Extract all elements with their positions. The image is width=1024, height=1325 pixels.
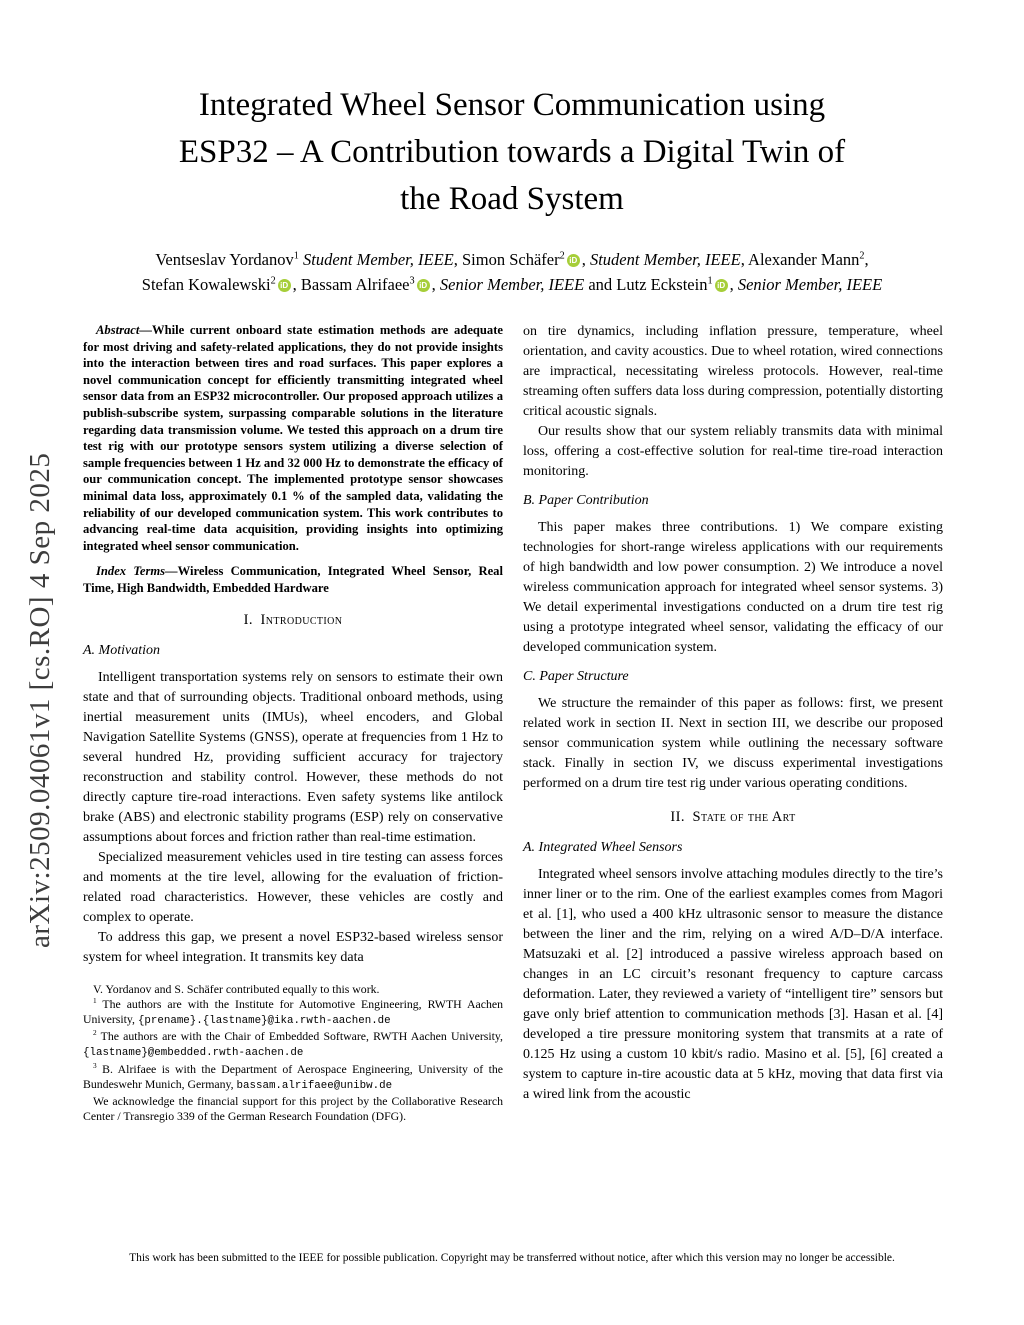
orcid-icon[interactable]: iD — [278, 279, 291, 292]
superscript-affiliation-mark: 2 — [859, 250, 865, 262]
text-segment: We acknowledge the financial support for this project by the Collaborative Research Center / Transregio 339 of the German Research Foundation (DFG). — [83, 1093, 503, 1124]
title-line: Integrated Wheel Sensor Communication using — [198, 87, 826, 123]
text-segment: Senior Member, IEEE — [737, 275, 883, 294]
footnote — [83, 997, 503, 1029]
arxiv-watermark: arXiv:2509.04061v1 [cs.RO] 4 Sep 2025 — [24, 452, 56, 948]
abstract: Abstract—While current onboard state estimation methods are adequate for most driving and safety-related applications, they do not provide insights into the interaction between tires and road surfaces. This paper explores a novel communication concept for efficiently transmitting integrated wheel sensor data from an ESP32 microcontroller. Our proposed approach utilizes a publish-subscribe system, surpassing comparable solutions in the literature regarding data transmission volume. We tested this approach on a drum tire test rig with our prototype sensors system utilizing a diverse selection of sample frequencies between 1 Hz and 32 000 Hz to demonstrate the efficacy of our communication concept. The implemented prototype sensor showcases minimal data loss, approximately 0.1 % of the sampled data, validating the reliability of our developed communication system. This work contributes to advancing real-time data acquisition, providing insights into optimizing integrated wheel sensor communication. — [83, 323, 503, 553]
text-segment: Ventseslav Yordanov — [155, 250, 294, 269]
footnote — [83, 1094, 503, 1124]
title-line: ESP32 – A Contribution towards a Digital Twin of — [178, 134, 846, 170]
text-segment: and Lutz Eckstein — [584, 275, 708, 294]
author-line — [52, 247, 972, 272]
orcid-icon[interactable]: iD — [417, 279, 430, 292]
footnotes — [83, 982, 503, 1125]
subsection-heading: B. Paper Contribution — [523, 493, 649, 508]
paragraph: Our results show that our system reliably transmits data with minimal loss, offering a cost-effective solution for real-time tire-road interaction monitoring. — [523, 424, 943, 479]
text-segment: B. Alrifaee is with the Department of Aerospace Engineering, University of the Bundeswehr Munich, Germany, — [83, 1061, 503, 1091]
text-segment: , — [729, 275, 738, 294]
text-segment: Senior Member, IEEE — [439, 275, 585, 294]
paragraph: on tire dynamics, including inflation pressure, temperature, wheel orientation, and cavity acoustics. Due to wheel rotation, wired connections are impractical, necessitating wireless protocols. However, real-time streaming often suffers data loss during compression, potentially distorting critical acoustic signals. — [523, 324, 943, 419]
superscript-affiliation-mark: 3 — [93, 1060, 97, 1070]
author-line — [52, 272, 972, 297]
footnote — [83, 1029, 503, 1061]
subsection-heading: C. Paper Structure — [523, 669, 629, 684]
text-segment: V. Yordanov and S. Schäfer contributed equally to this work. — [93, 981, 380, 996]
subsection-heading: A. Integrated Wheel Sensors — [523, 840, 683, 855]
body-columns — [83, 322, 943, 1124]
footnote — [83, 1062, 503, 1094]
text-segment: Student Member, IEEE — [589, 250, 741, 269]
footer-notice: This work has been submitted to the IEEE for possible publication. Copyright may be transferred without notice, after which this version may no longer be accessible. — [129, 1252, 895, 1264]
authors-block — [52, 247, 972, 297]
text-segment: , Alexander Mann — [740, 250, 860, 269]
text-segment: Stefan Kowalewski — [141, 275, 271, 294]
email-address: {prename}.{lastname}@ika.rwth-aachen.de — [137, 1014, 391, 1027]
paragraph: This paper makes three contributions. 1) We compare existing technologies for short-range wireless applications with our requirements of high bandwidth and low power consumption. 2) We introduce a novel wireless communication approach for integrated wheel sensor systems. 3) We detail experimental investigations conducted on a drum tire test rig using a prototype integrated wheel sensor, validating the efficacy of our developed communication system. — [523, 520, 943, 655]
orcid-icon[interactable]: iD — [567, 254, 580, 267]
text-segment: Student Member, IEEE — [303, 250, 454, 269]
paragraph: Integrated wheel sensors involve attaching modules directly to the tire’s inner liner or to the rim. One of the earliest examples comes from Magori et al. [1], who used a 400 kHz ultrasonic sensor to measure the distance between the liner and the rim, relying on a wired A/D–D/A interface. Matsuzaki et al. [2] introduced a passive wireless approach based on changes in an LC circuit’s resonant frequency to capture carcass deformation. Later, they reviewed a variety of “intelligent tire” sensors but gave only brief attention to communication methods [3]. Hasan et al. [4] developed a tire pressure monitoring system that transmits at a rate of 0.125 Hz using a custom 10 kbit/s radio. Masino et al. [5], [6] created a system to capture in-tire acoustic data at 5 kHz, moving that data first via a wired link from the acoustic — [523, 867, 943, 1102]
superscript-affiliation-mark: 2 — [93, 1028, 97, 1038]
column-left — [83, 322, 503, 1124]
superscript-affiliation-mark: 3 — [409, 275, 415, 287]
paper-title — [92, 82, 932, 223]
paragraph: To address this gap, we present a novel ESP32-based wireless sensor system for wheel integration. It transmits key data — [83, 929, 503, 965]
column-right — [523, 322, 943, 1124]
text-segment: , — [431, 275, 440, 294]
section-heading: II. State of the Art — [670, 809, 796, 825]
orcid-icon[interactable]: iD — [715, 279, 728, 292]
text-segment: The authors are with the Institute for Automotive Engineering, RWTH Aachen University, — [83, 996, 503, 1026]
superscript-affiliation-mark: 2 — [559, 250, 565, 262]
text-segment: , Bassam Alrifaee — [292, 275, 410, 294]
section-heading: I. Introduction — [243, 611, 343, 628]
abstract-lead-label: Abstract— — [96, 323, 152, 337]
subsection-heading: A. Motivation — [83, 642, 160, 658]
title-line: the Road System — [400, 181, 624, 217]
text-segment: , Simon Schäfer — [453, 250, 560, 269]
paragraph: We structure the remainder of this paper as follows: first, we present related work in section II. Next in section III, we describe our proposed sensor communication system while outlining the necessary software stack. Finally in section IV, we discuss experimental investigations performed on a drum tire test rig under various operating conditions. — [523, 696, 943, 791]
text-segment: , — [581, 250, 590, 269]
paragraph: Intelligent transportation systems rely on sensors to estimate their own state and that of surrounding objects. Traditional onboard methods, using inertial measurement units (IMUs), wheel encoders, and Global Navigation Satellite Systems (GNSS), operate at frequencies from 1 Hz to several hundred Hz, providing sufficient accuracy for trajectory reconstruction and stability control. However, these methods do not directly capture tire-road interactions. Even safety systems like antilock brake (ABS) and electronic stability programs (ESP) rely on conservative assumptions about forces and friction rather than real-time estimation. — [83, 669, 503, 845]
text-segment: The authors are with the Chair of Embedded Software, RWTH Aachen University, — [96, 1029, 503, 1044]
email-address: {lastname}@embedded.rwth-aachen.de — [83, 1047, 304, 1060]
superscript-affiliation-mark: 1 — [293, 250, 299, 262]
paragraph: Specialized measurement vehicles used in tire testing can assess forces and moments at the tire level, allowing for the evaluation of friction-related road characteristics. However, these vehicles are costly and complex to operate. — [83, 849, 503, 925]
superscript-affiliation-mark: 1 — [707, 275, 713, 287]
footnote — [83, 982, 503, 997]
index-lead-label: Index Terms— — [96, 564, 178, 579]
superscript-affiliation-mark: 1 — [93, 995, 97, 1005]
email-address: bassam.alrifaee@unibw.de — [236, 1079, 393, 1092]
text-segment: , — [864, 250, 869, 269]
index-terms: Index Terms—Wireless Communication, Integrated Wheel Sensor, Real Time, High Bandwidth, Embedded Hardware — [83, 564, 503, 595]
superscript-affiliation-mark: 2 — [270, 275, 276, 287]
